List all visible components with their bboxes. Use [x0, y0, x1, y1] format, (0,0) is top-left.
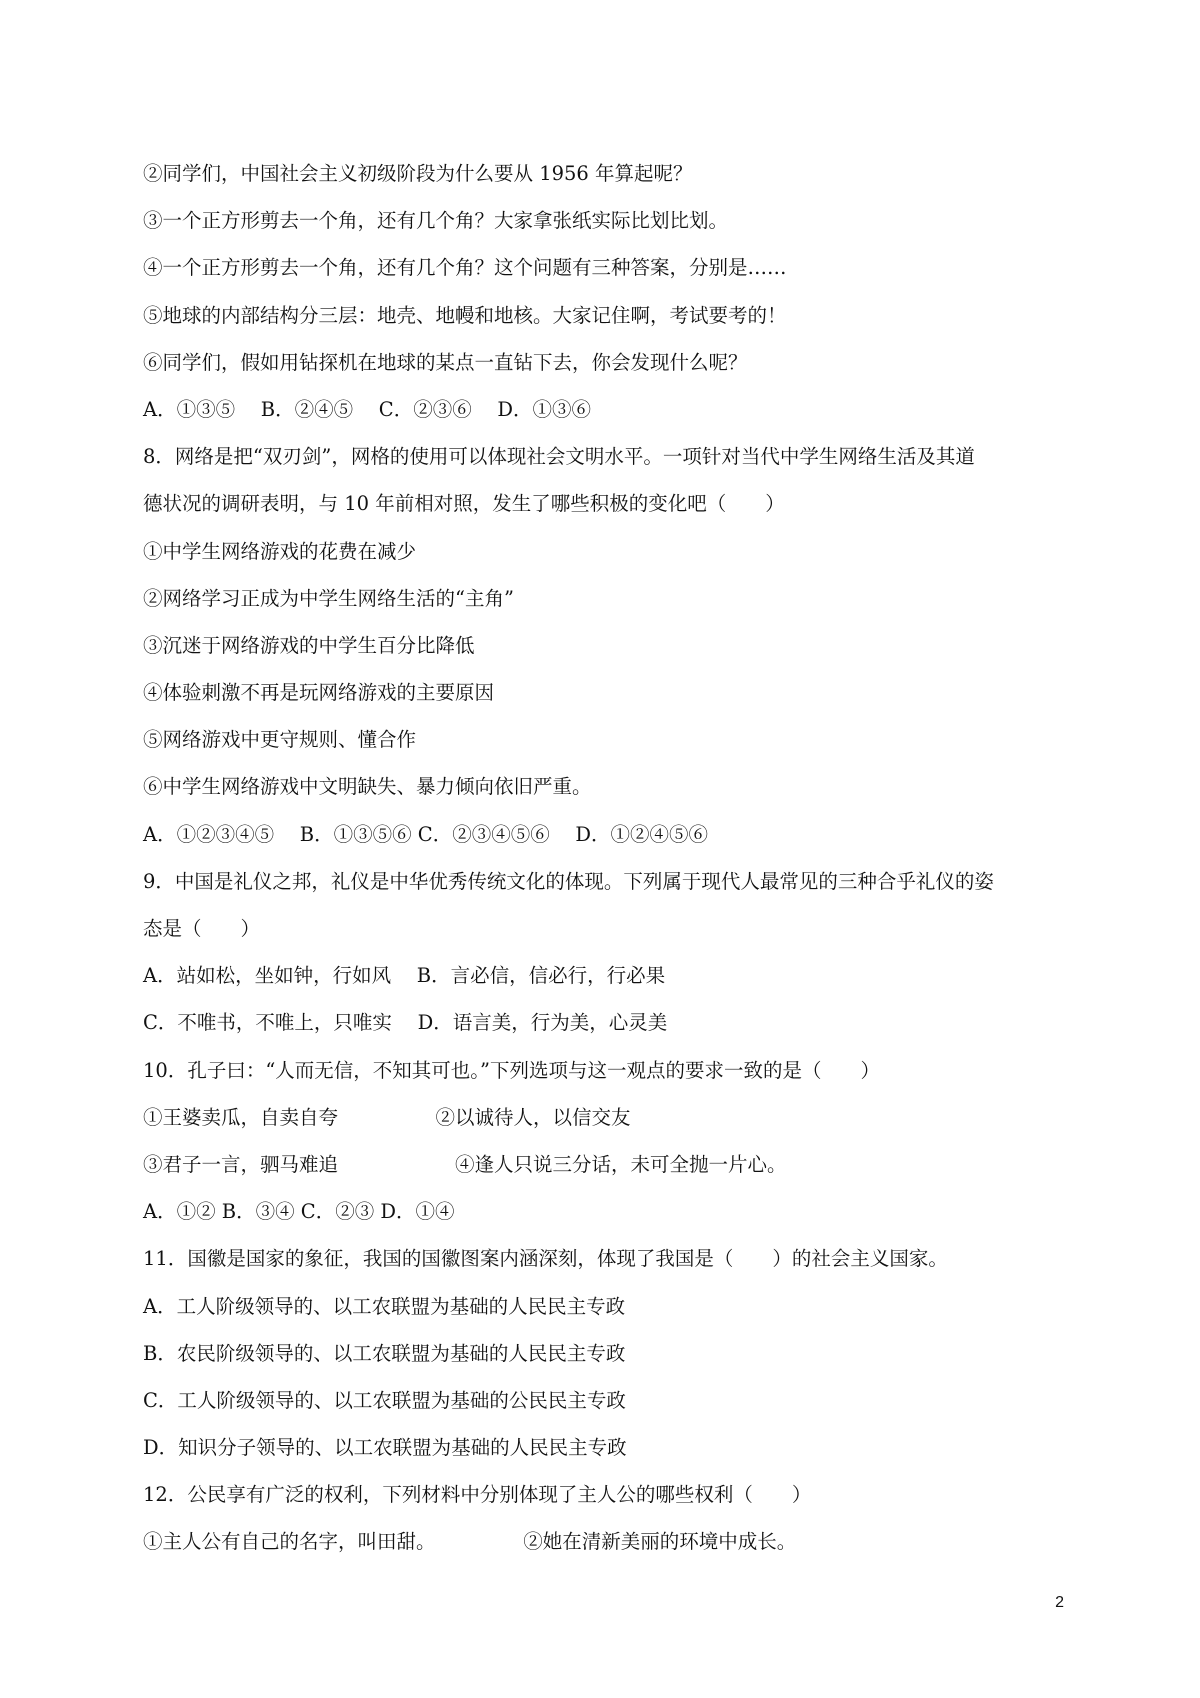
- text-line: A．①②③④⑤ B．①③⑤⑥ C．②③④⑤⑥ D．①②④⑤⑥: [143, 822, 709, 846]
- text-line: 态是（ ）: [143, 917, 261, 940]
- text-line: ②网络学习正成为中学生网络生活的“主角”: [143, 586, 514, 610]
- text-line: 12．公民享有广泛的权利，下列材料中分别体现了主人公的哪些权利（ ）: [143, 1483, 812, 1507]
- text-line: 11．国徽是国家的象征，我国的国徽图案内涵深刻，体现了我国是（ ）的社会主义国家。: [143, 1247, 948, 1271]
- text-line: 8．网络是把“双刃剑”，网格的使用可以体现社会文明水平。一项针对当代中学生网络生活及其道: [143, 445, 975, 469]
- text-line: A．①② B．③④ C．②③ D．①④: [143, 1200, 455, 1224]
- text-line: D．知识分子领导的、以工农联盟为基础的人民民主专政: [143, 1436, 627, 1460]
- page-number: 2: [1055, 1594, 1064, 1611]
- question-text-block: [143, 150, 1073, 1566]
- text-line: 10．孔子曰：“人而无信，不知其可也。”下列选项与这一观点的要求一致的是（ ）: [143, 1058, 881, 1082]
- text-line: ⑤地球的内部结构分三层：地壳、地幔和地核。大家记住啊，考试要考的！: [143, 303, 787, 327]
- text-line: ①主人公有自己的名字，叫田甜。 ②她在清新美丽的环境中成长。: [143, 1530, 797, 1554]
- text-line: 德状况的调研表明，与 10 年前相对照，发生了哪些积极的变化吧（ ）: [143, 492, 785, 516]
- text-line: ⑤网络游戏中更守规则、懂合作: [143, 728, 417, 752]
- text-line: ⑥中学生网络游戏中文明缺失、暴力倾向依旧严重。: [143, 775, 592, 799]
- text-line: ④一个正方形剪去一个角，还有几个角？这个问题有三种答案，分别是……: [143, 256, 787, 280]
- text-line: 9．中国是礼仪之邦，礼仪是中华优秀传统文化的体现。下列属于现代人最常见的三种合乎礼仪的姿: [143, 869, 994, 893]
- text-line: ④体验刺激不再是玩网络游戏的主要原因: [143, 681, 495, 705]
- text-line: ③沉迷于网络游戏的中学生百分比降低: [143, 633, 475, 657]
- text-line: A．①③⑤ B．②④⑤ C．②③⑥ D．①③⑥: [143, 397, 592, 421]
- text-line: ③君子一言，驷马难追 ④逢人只说三分话，未可全抛一片心。: [143, 1152, 787, 1176]
- text-line: ①王婆卖瓜，自卖自夸 ②以诚待人，以信交友: [143, 1105, 631, 1129]
- text-line: ②同学们，中国社会主义初级阶段为什么要从 1956 年算起呢？: [143, 162, 693, 185]
- text-line: C．不唯书，不唯上，只唯实 D．语言美，行为美，心灵美: [143, 1011, 668, 1035]
- text-line: ⑥同学们，假如用钻探机在地球的某点一直钻下去，你会发现什么呢？: [143, 350, 748, 374]
- text-line: A．站如松，坐如钟，行如风 B．言必信，信必行，行必果: [143, 964, 666, 988]
- text-line: ①中学生网络游戏的花费在减少: [143, 539, 417, 563]
- text-line: ③一个正方形剪去一个角，还有几个角？大家拿张纸实际比划比划。: [143, 209, 729, 233]
- text-line: C．工人阶级领导的、以工农联盟为基础的公民民主专政: [143, 1388, 626, 1412]
- text-line: A．工人阶级领导的、以工农联盟为基础的人民民主专政: [143, 1294, 626, 1318]
- text-line: B．农民阶级领导的、以工农联盟为基础的人民民主专政: [143, 1341, 626, 1365]
